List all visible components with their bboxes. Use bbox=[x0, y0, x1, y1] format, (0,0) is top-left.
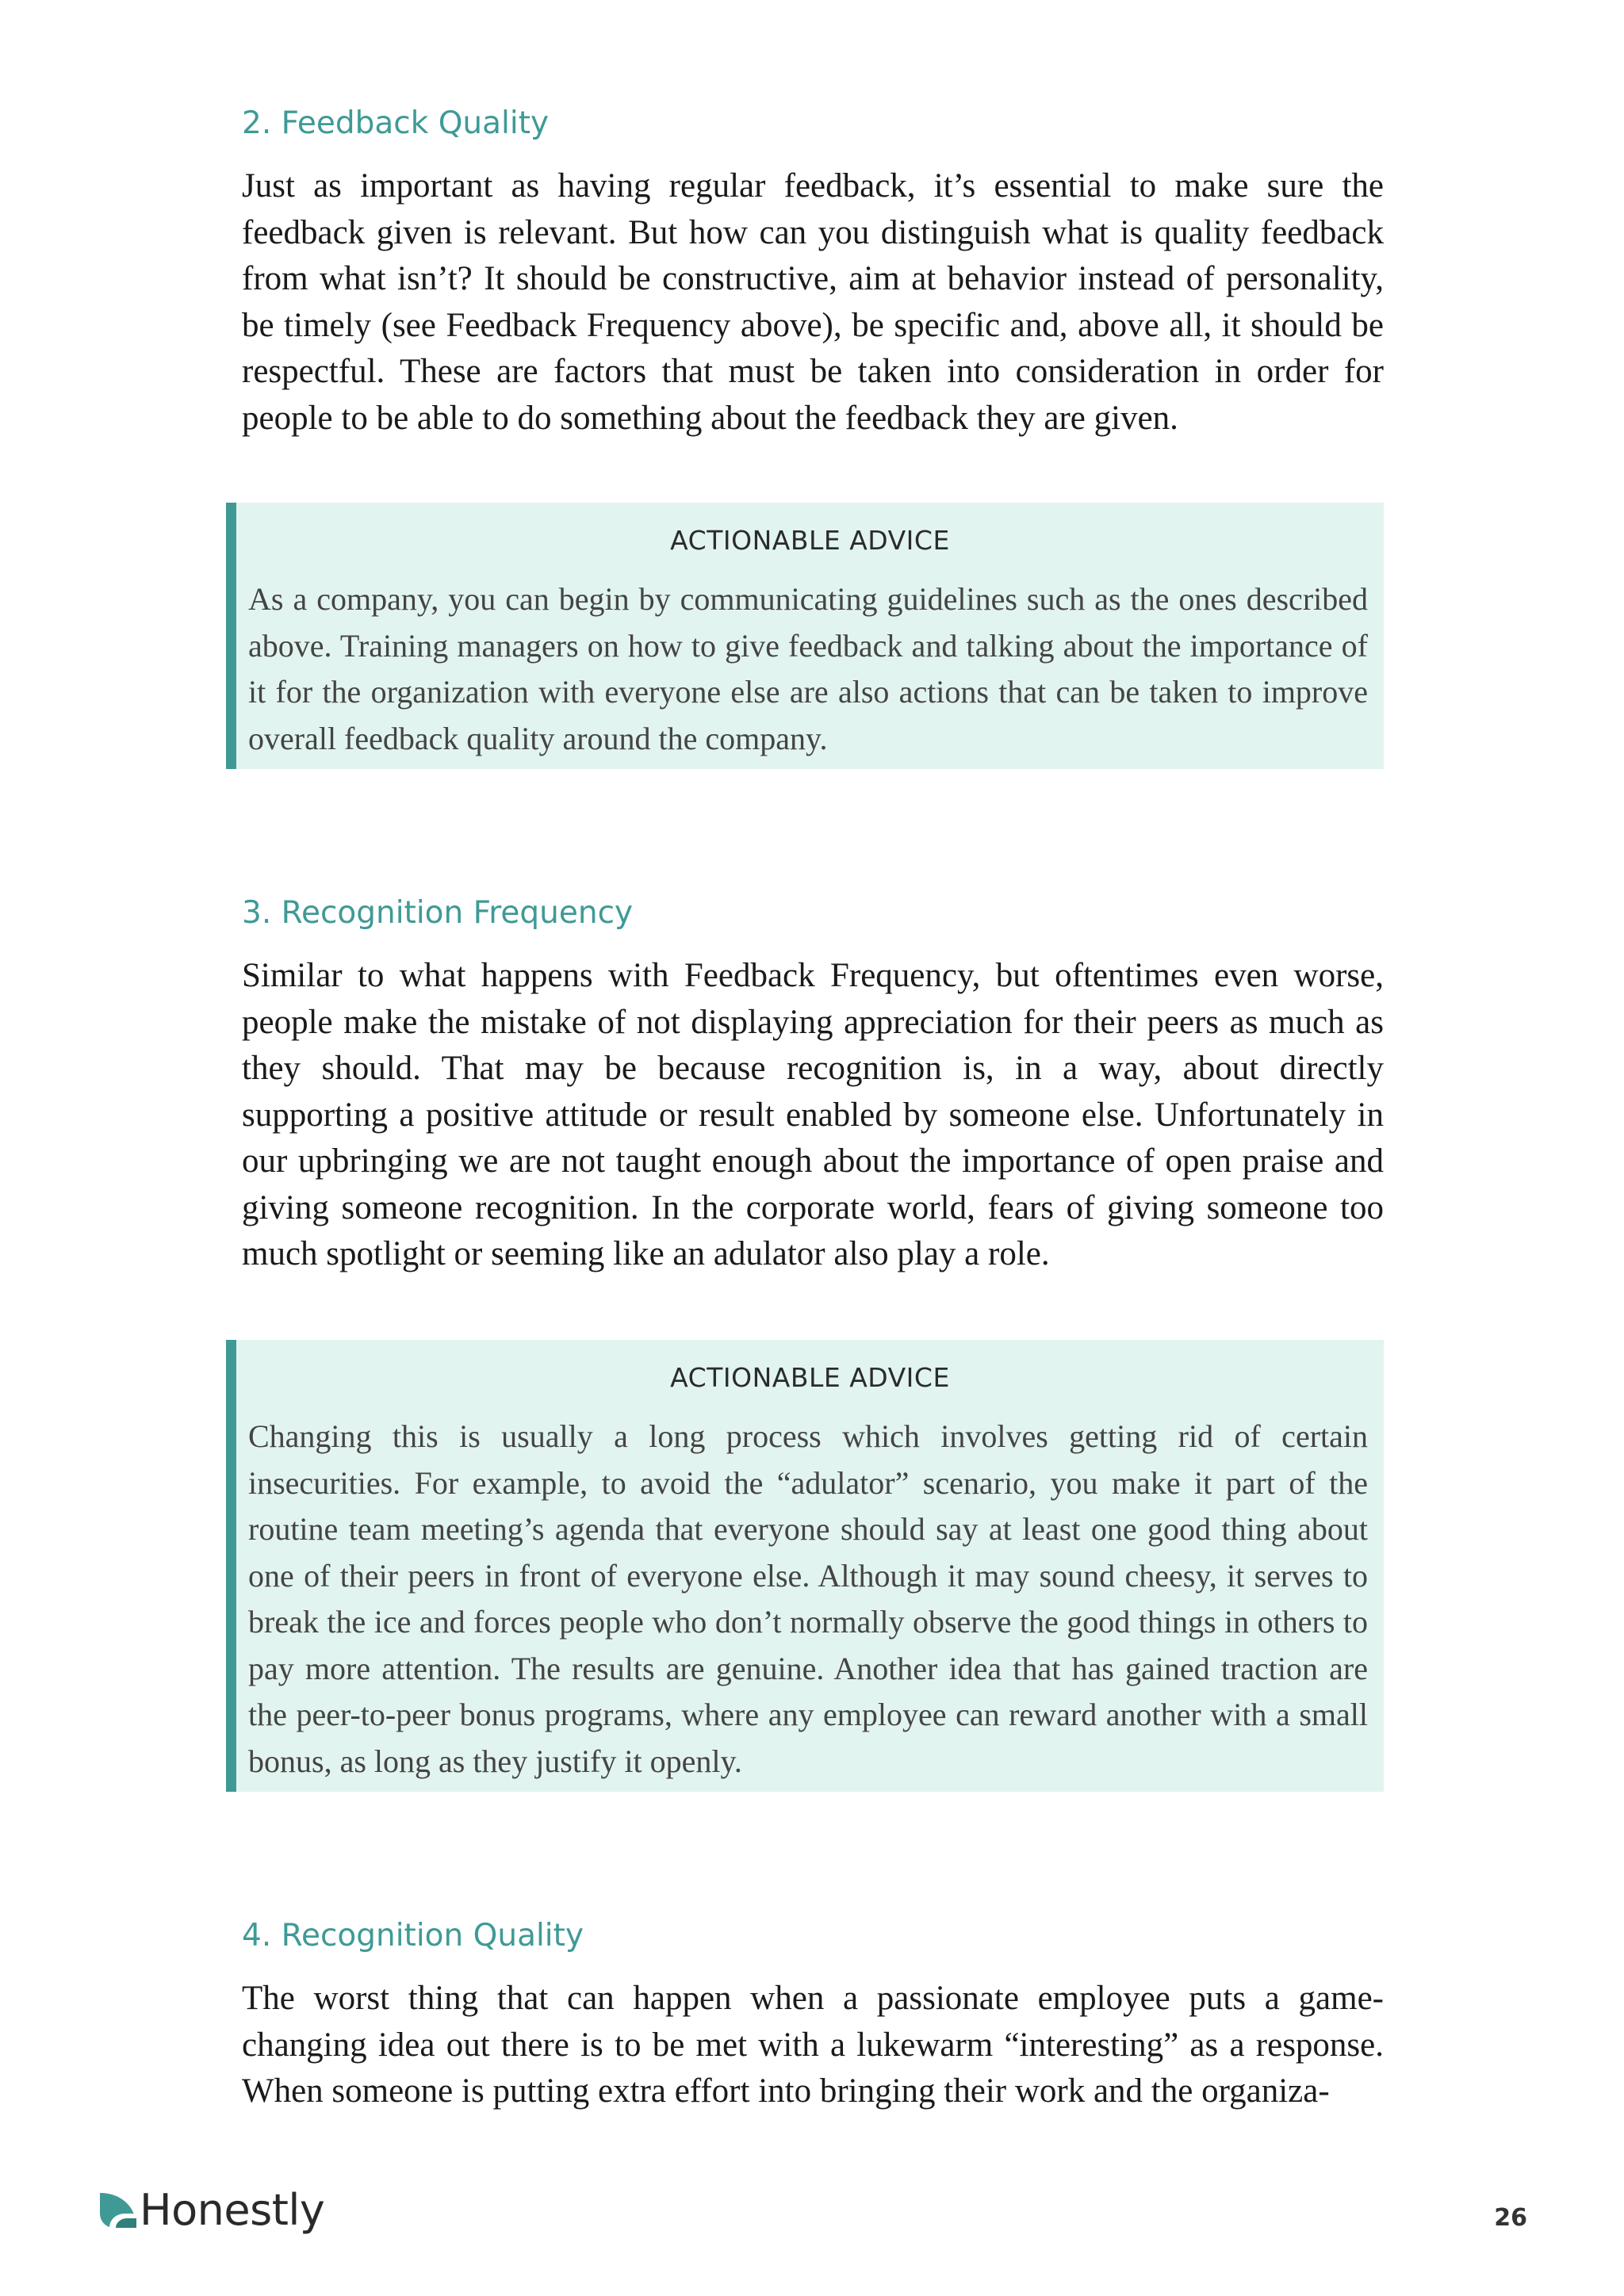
honestly-logo-icon bbox=[98, 2191, 138, 2229]
actionable-advice-box-recognition-frequency bbox=[226, 1340, 1384, 1792]
advice-title: ACTIONABLE ADVICE bbox=[670, 1362, 950, 1393]
section-body-recognition-frequency: Similar to what happens with Feedback Frequency, but oftentimes even worse, people make the mistake of not displaying appreciation for their peers as much as they should. That may be because recognition is, in a way, about directly supporting a positive attitude or result enabled by someone else. Unfortunately in our upbringing we are not taught enough about the importance of open praise and giving someone recognition. In the corporate world, fears of giving someone too much spotlight or seeming like an adulator also play a role. bbox=[242, 957, 1384, 1272]
section-heading-recognition-frequency: 3. Recognition Frequency bbox=[242, 895, 634, 931]
page-number: 26 bbox=[1494, 2204, 1527, 2232]
section-body-feedback-quality: Just as important as having regular feedback, it’s essential to make sure the feedback given is relevant. But how can you distinguish what is quality feedback from what isn’t? It should be constructive, aim at behavior instead of personality, be timely (see Feedback Frequency above), be specific and, above all, it should be respectful. These are factors that must be taken into consideration in order for people to be able to do something about the feedback they are given. bbox=[242, 167, 1384, 437]
logo-text: Honestly bbox=[140, 2185, 325, 2235]
advice-title: ACTIONABLE ADVICE bbox=[670, 525, 950, 556]
advice-text: As a company, you can begin by communicating guidelines such as the ones described above. Training managers on how to give feedback and talking about the importance of it for the organization with everyone else are also actions that can be taken to improve overall feedback quality around the company. bbox=[248, 581, 1368, 756]
actionable-advice-box-feedback-quality bbox=[226, 503, 1384, 769]
honestly-logo bbox=[98, 2187, 324, 2234]
advice-text: Changing this is usually a long process which involves getting rid of certain insecurities. For example, to avoid the “adulator” scenario, you make it part of the routine team meeting’s agenda that everyone should say at least one good thing about one of their peers in front of everyone else. Although it may sound cheesy, it serves to break the ice and forces people who don’t normally observe the good things in others to pay more attention. The results are genuine. Another idea that has gained traction are the peer-to-peer bonus programs, where any employee can reward another with a small bonus, as long as they justify it openly. bbox=[248, 1418, 1368, 1779]
section-heading-recognition-quality: 4. Recognition Quality bbox=[242, 1918, 584, 1954]
section-body-recognition-quality: The worst thing that can happen when a passionate employee puts a game-changing idea out there is to be met with a lukewarm “interesting” as a response. When someone is putting extra effort into bringing their work and the organiza- bbox=[242, 1980, 1384, 2110]
section-heading-feedback-quality: 2. Feedback Quality bbox=[242, 105, 550, 141]
